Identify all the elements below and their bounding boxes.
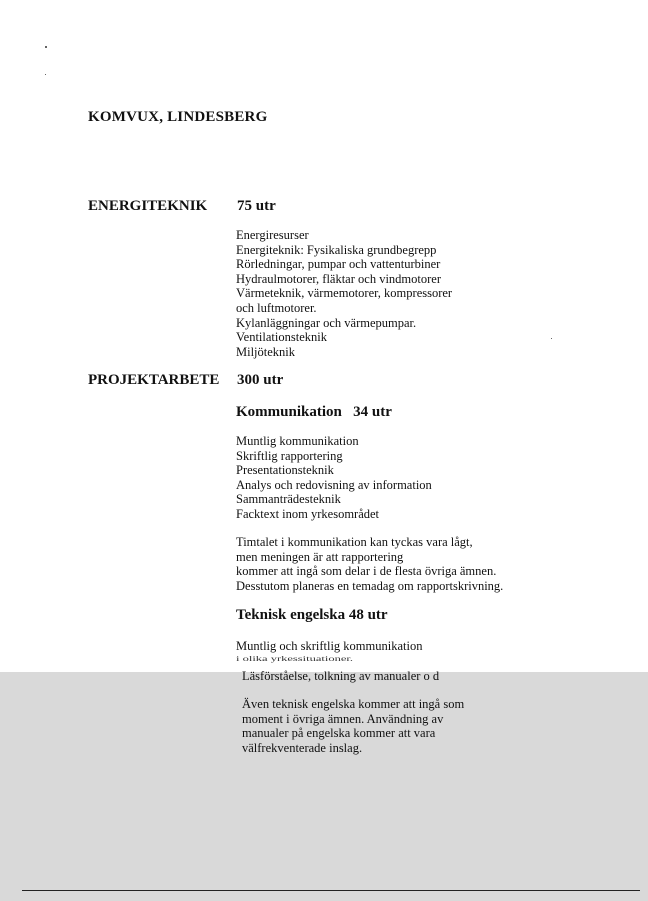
note-line: kommer att ingå som delar i de flesta övriga ämnen. <box>236 564 497 579</box>
hours-projektarbete: 300 utr <box>237 372 284 388</box>
list-item: Kylanläggningar och värmepumpar. <box>236 315 417 330</box>
bottom-rule <box>22 890 640 891</box>
subheading-kommunikation: Kommunikation 34 utr <box>236 404 392 420</box>
list-item: Sammanträdesteknik <box>236 492 341 507</box>
teknisk-engelska-line: Muntlig och skriftlig kommunikation <box>236 639 423 653</box>
teknisk-engelska-note <box>242 697 464 755</box>
list-item: Energiteknik: Fysikaliska grundbegrepp <box>236 242 437 257</box>
note-line: Även teknisk engelska kommer att ingå som <box>242 697 465 711</box>
kommunikation-note <box>236 535 503 593</box>
scan-speck <box>45 46 47 48</box>
scan-speck <box>45 74 46 75</box>
note-line: Desstutom planeras en temadag om rapportskrivning. <box>236 578 504 593</box>
list-item: och luftmotorer. <box>236 300 317 315</box>
list-item: Hydraulmotorer, fläktar och vindmotorer <box>236 271 441 286</box>
teknisk-engelska-line-distorted: i olika yrkessituationer. <box>236 655 353 663</box>
page-title: KOMVUX, LINDESBERG <box>88 109 268 125</box>
energiteknik-topics <box>236 228 452 359</box>
list-item: Rörledningar, pumpar och vattenturbiner <box>236 257 441 272</box>
note-line: men meningen är att rapportering <box>236 549 404 564</box>
subheading-teknisk-engelska: Teknisk engelska 48 utr <box>236 607 388 623</box>
section-label-energiteknik: ENERGITEKNIK <box>88 198 208 214</box>
list-item: Energiresurser <box>236 228 309 242</box>
note-line: manualer på engelska kommer att vara <box>242 726 436 741</box>
note-line: moment i övriga ämnen. Användning av <box>242 711 444 726</box>
list-item: Ventilationsteknik <box>236 330 327 345</box>
section-label-projektarbete: PROJEKTARBETE <box>88 372 220 388</box>
scan-speck <box>551 338 552 339</box>
list-item: Skriftlig rapportering <box>236 448 343 463</box>
note-line: Timtalet i kommunikation kan tyckas vara lågt, <box>236 535 473 549</box>
list-item: Presentationsteknik <box>236 463 334 478</box>
list-item: Miljöteknik <box>236 344 296 359</box>
note-line: välfrekventerade inslag. <box>242 740 363 755</box>
teknisk-engelska-line: Läsförståelse, tolkning av manualer o d <box>242 669 440 683</box>
list-item: Muntlig kommunikation <box>236 434 359 448</box>
kommunikation-topics <box>236 434 432 522</box>
list-item: Värmeteknik, värmemotorer, kompressorer <box>236 286 453 301</box>
list-item: Facktext inom yrkesområdet <box>236 506 380 521</box>
hours-energiteknik: 75 utr <box>237 198 276 214</box>
list-item: Analys och redovisning av information <box>236 477 432 492</box>
